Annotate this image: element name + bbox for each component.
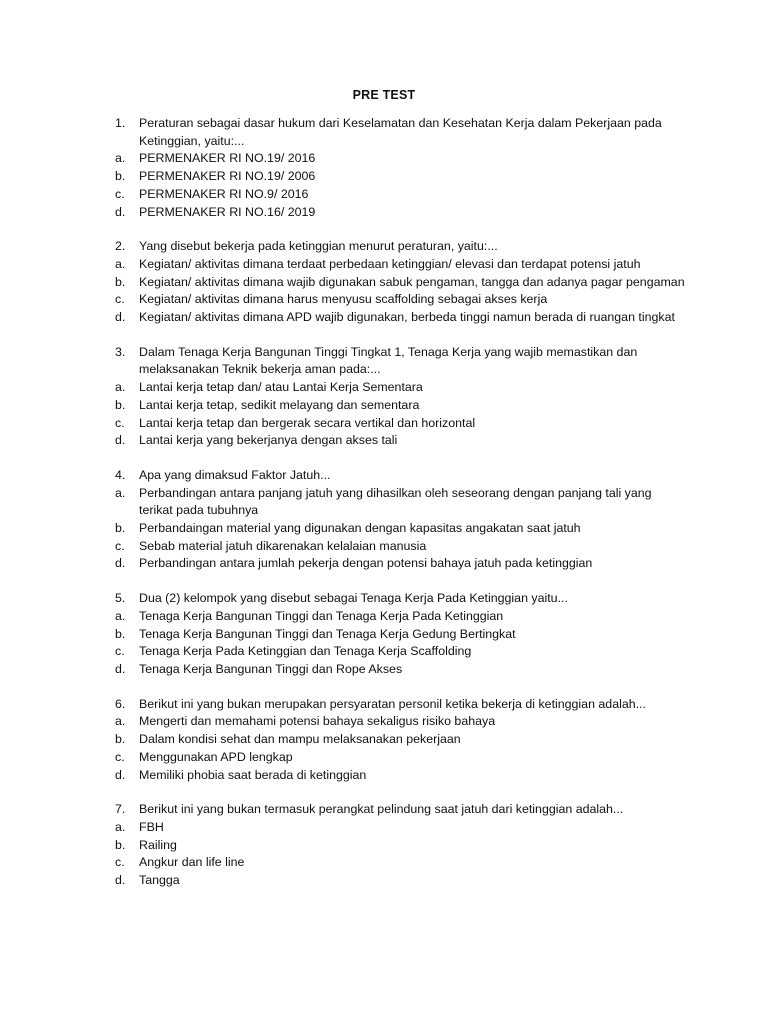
option-text: Tenaga Kerja Bangunan Tinggi dan Rope Akses — [139, 661, 403, 676]
option-letter: c. — [115, 855, 125, 870]
option-letter: a. — [115, 151, 126, 166]
option-text: Memiliki phobia saat berada di ketinggian — [139, 767, 367, 782]
answer-option — [115, 485, 685, 520]
option-letter: c. — [115, 292, 125, 307]
option-letter: d. — [115, 433, 126, 448]
question-text: Berikut ini yang bukan termasuk perangkat pelindung saat jatuh dari ketinggian adalah... — [139, 802, 624, 817]
answer-option — [115, 837, 685, 855]
option-letter: c. — [115, 538, 125, 553]
option-letter: a. — [115, 608, 126, 623]
answer-option — [115, 555, 685, 573]
question-item — [115, 238, 685, 327]
question-number: 2. — [115, 239, 126, 254]
option-letter: c. — [115, 186, 125, 201]
option-letter: b. — [115, 274, 126, 289]
option-text: Perbandingan antara jumlah pekerja dengan potensi bahaya jatuh pada ketinggian — [139, 556, 593, 571]
question-item — [115, 344, 685, 450]
question-item — [115, 696, 685, 785]
option-letter: a. — [115, 256, 126, 271]
option-text: Lantai kerja tetap, sedikit melayang dan sementara — [139, 397, 420, 412]
question-item — [115, 115, 685, 221]
option-letter: b. — [115, 732, 126, 747]
question-text: Apa yang dimaksud Faktor Jatuh... — [139, 467, 331, 482]
option-text: Tenaga Kerja Pada Ketinggian dan Tenaga Kerja Scaffolding — [139, 644, 472, 659]
question-row — [115, 344, 685, 379]
option-letter: a. — [115, 819, 126, 834]
option-text: Mengerti dan memahami potensi bahaya sekaligus risiko bahaya — [139, 714, 496, 729]
option-letter: c. — [115, 749, 125, 764]
answer-option — [115, 767, 685, 785]
question-text: Yang disebut bekerja pada ketinggian menurut peraturan, yaitu:... — [139, 239, 498, 254]
answer-option — [115, 291, 685, 309]
question-row — [115, 590, 685, 608]
option-letter: a. — [115, 380, 126, 395]
option-letter: d. — [115, 873, 126, 888]
option-text: Kegiatan/ aktivitas dimana harus menyusu scaffolding sebagai akses kerja — [139, 292, 548, 307]
option-letter: c. — [115, 415, 125, 430]
option-text: Kegiatan/ aktivitas dimana APD wajib digunakan, berbeda tinggi namun berada di ruangan tingkat — [139, 310, 675, 325]
option-letter: a. — [115, 714, 126, 729]
option-letter: a. — [115, 485, 126, 500]
question-item — [115, 590, 685, 679]
answer-option — [115, 749, 685, 767]
option-text: Kegiatan/ aktivitas dimana wajib digunakan sabuk pengaman, tangga dan adanya pagar pengaman — [139, 274, 685, 289]
answer-option — [115, 713, 685, 731]
answer-option — [115, 538, 685, 556]
option-text: PERMENAKER RI NO.9/ 2016 — [139, 186, 309, 201]
option-text: Lantai kerja tetap dan bergerak secara vertikal dan horizontal — [139, 415, 476, 430]
option-letter: b. — [115, 837, 126, 852]
question-number: 7. — [115, 802, 126, 817]
answer-option — [115, 608, 685, 626]
question-text: Berikut ini yang bukan merupakan persyaratan personil ketika bekerja di ketinggian adalah... — [139, 696, 646, 711]
answer-option — [115, 150, 685, 168]
option-text: PERMENAKER RI NO.16/ 2019 — [139, 204, 316, 219]
option-text: Dalam kondisi sehat dan mampu melaksanakan pekerjaan — [139, 732, 461, 747]
question-row — [115, 115, 685, 150]
option-letter: d. — [115, 204, 126, 219]
answer-option — [115, 256, 685, 274]
option-text: Angkur dan life line — [139, 855, 245, 870]
question-row — [115, 801, 685, 819]
answer-option — [115, 819, 685, 837]
question-text: Dua (2) kelompok yang disebut sebagai Tenaga Kerja Pada Ketinggian yaitu... — [139, 591, 568, 606]
option-text: PERMENAKER RI NO.19/ 2006 — [139, 169, 316, 184]
question-number: 5. — [115, 591, 126, 606]
option-text: Railing — [139, 837, 177, 852]
answer-option — [115, 731, 685, 749]
answer-option — [115, 186, 685, 204]
question-row — [115, 467, 685, 485]
question-number: 6. — [115, 696, 126, 711]
question-text: Dalam Tenaga Kerja Bangunan Tinggi Tingkat 1, Tenaga Kerja yang wajib memastikan dan melaksanakan Teknik bekerja aman pada:... — [139, 344, 638, 377]
question-row — [115, 696, 685, 714]
question-item — [115, 801, 685, 890]
option-text: Perbandingan antara panjang jatuh yang dihasilkan oleh seseorang dengan panjang tali yang terikat pada tubuhnya — [139, 485, 652, 518]
option-letter: b. — [115, 626, 126, 641]
answer-option — [115, 626, 685, 644]
answer-option — [115, 432, 685, 450]
option-letter: d. — [115, 767, 126, 782]
option-letter: c. — [115, 644, 125, 659]
answer-option — [115, 379, 685, 397]
answer-option — [115, 397, 685, 415]
answer-option — [115, 309, 685, 327]
option-text: PERMENAKER RI NO.19/ 2016 — [139, 151, 316, 166]
answer-option — [115, 854, 685, 872]
question-item — [115, 467, 685, 573]
question-list — [115, 115, 685, 907]
answer-option — [115, 520, 685, 538]
option-text: FBH — [139, 819, 164, 834]
option-text: Tenaga Kerja Bangunan Tinggi dan Tenaga Kerja Gedung Bertingkat — [139, 626, 516, 641]
option-text: Perbandaingan material yang digunakan dengan kapasitas angakatan saat jatuh — [139, 521, 581, 536]
option-text: Tenaga Kerja Bangunan Tinggi dan Tenaga Kerja Pada Ketinggian — [139, 608, 504, 623]
question-number: 1. — [115, 116, 126, 130]
answer-option — [115, 168, 685, 186]
question-text: Peraturan sebagai dasar hukum dari Keselamatan dan Kesehatan Kerja dalam Pekerjaan pada Ketinggian, yaitu:... — [139, 116, 662, 148]
answer-option — [115, 204, 685, 222]
option-text: Sebab material jatuh dikarenakan kelalaian manusia — [139, 538, 427, 553]
option-text: Lantai kerja yang bekerjanya dengan akses tali — [139, 433, 398, 448]
option-letter: b. — [115, 169, 126, 184]
option-text: Tangga — [139, 873, 180, 888]
answer-option — [115, 661, 685, 679]
document-title: PRE TEST — [352, 88, 416, 102]
answer-option — [115, 415, 685, 433]
option-letter: d. — [115, 661, 126, 676]
question-number: 3. — [115, 344, 126, 359]
option-text: Menggunakan APD lengkap — [139, 749, 293, 764]
option-letter: b. — [115, 397, 126, 412]
answer-option — [115, 872, 685, 890]
question-number: 4. — [115, 467, 126, 482]
question-row — [115, 238, 685, 256]
option-text: Lantai kerja tetap dan/ atau Lantai Kerja Sementara — [139, 380, 423, 395]
option-letter: b. — [115, 521, 126, 536]
option-text: Kegiatan/ aktivitas dimana terdaat perbedaan ketinggian/ elevasi dan terdapat potensi jatuh — [139, 256, 641, 271]
answer-option — [115, 274, 685, 292]
option-letter: d. — [115, 310, 126, 325]
answer-option — [115, 643, 685, 661]
option-letter: d. — [115, 556, 126, 571]
